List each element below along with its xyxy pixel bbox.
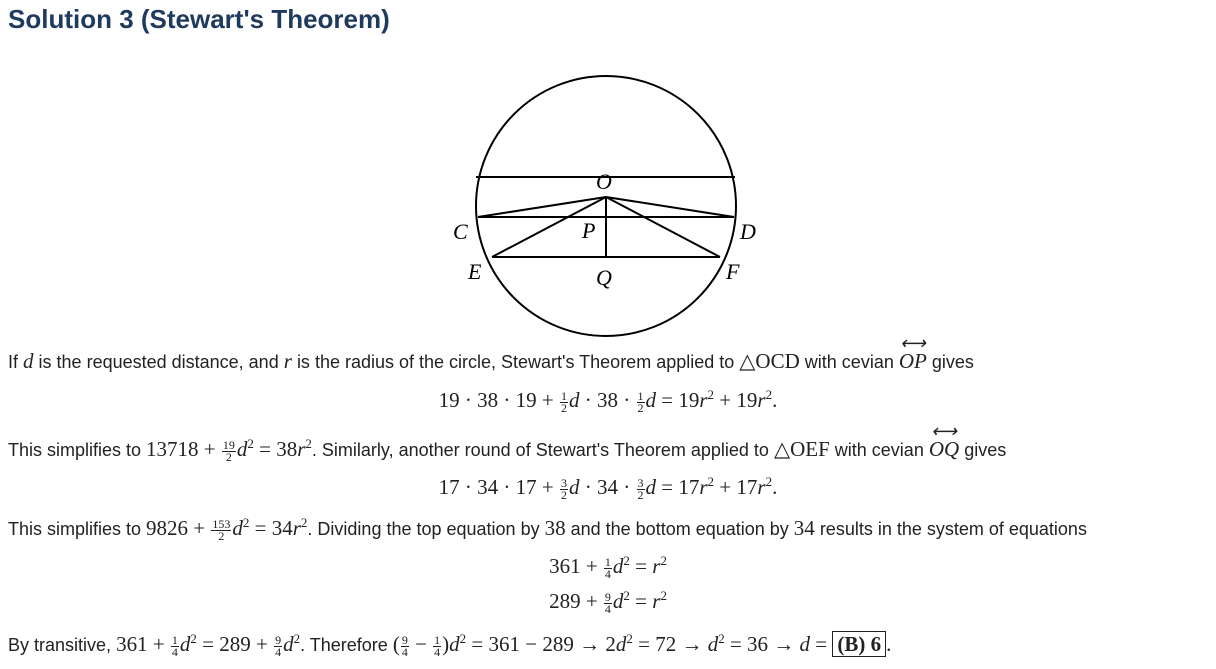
label-f: F	[726, 259, 740, 284]
triangle-ocd: △OCD	[739, 349, 800, 373]
vector-op: ⟷ OP	[899, 349, 927, 374]
system-equation-2: 289 + $\frac{9}{4}$ $d^2 = r^2$	[549, 588, 667, 616]
label-e: E	[468, 259, 482, 284]
text-line-1: If d is the requested distance, and r is the radius of the circle, Stewart's Theorem applied to △OCD with cevian ⟷ OP gives	[8, 349, 974, 374]
text-line-5: This simplifies to 9826 + $\frac{153}{2}$ $d^2 = 34r^2$. Dividing the top equation by 38 and the bottom equation by 34 results in the system of equations	[8, 515, 1087, 543]
equation-2: 17 · 34 · 17 + $\frac{3}{2}$ d · 34 · $\frac{3}{2}$ $d = 17r^2 + 17r^2$.	[438, 474, 778, 502]
label-p: P	[582, 218, 596, 243]
label-q: Q	[596, 265, 612, 290]
label-o: O	[596, 169, 612, 194]
solution-heading: Solution 3 (Stewart's Theorem)	[8, 4, 390, 34]
geometry-diagram	[440, 58, 780, 338]
system-equation-1: 361 + $\frac{1}{4}$ $d^2 = r^2$	[549, 553, 667, 581]
text-line-8: By transitive, 361 + $\frac{1}{4}$ $d^2 = 289$ + $\frac{9}{4}$ $d^2$. Therefore ( $\frac{9}{4}$ − $\frac{1}{4}$ )$d^2 = 361 - 289 \to 2d^2 = 72 \to d^2 = 36 \to d = (B)$ 6 .	[8, 631, 892, 659]
label-c: C	[453, 219, 468, 244]
equation-1: 19 · 38 · 19 + $\frac{1}{2}$ d · 38 · $\frac{1}{2}$ $d = 19r^2 + 19r^2$.	[438, 387, 778, 415]
text-line-3: This simplifies to 13718 + $\frac{19}{2}$ $d^2 = 38r^2$. Similarly, another round of Stewart's Theorem applied to △OEF with cevian ⟷ OQ gives	[8, 436, 1006, 463]
vector-oq: ⟷ OQ	[929, 437, 959, 462]
answer-box: (B) 6	[832, 631, 886, 657]
label-d: D	[740, 219, 756, 244]
triangle-oef: △OEF	[773, 437, 830, 461]
